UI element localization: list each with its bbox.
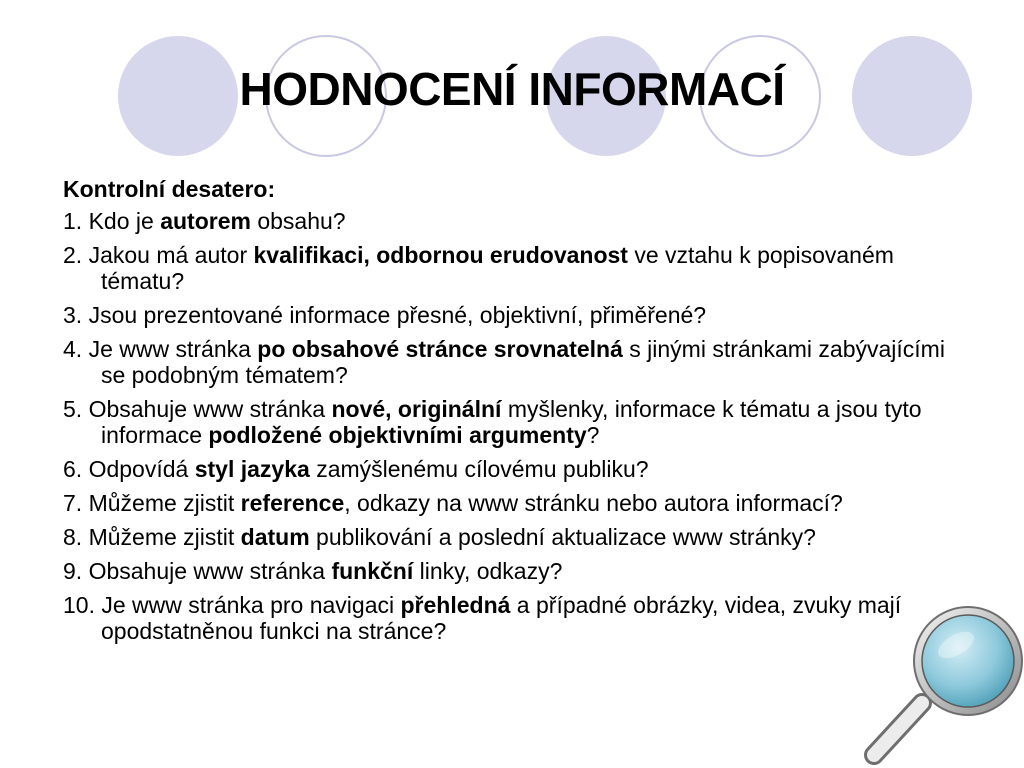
item-text: obsahu?	[250, 208, 346, 234]
item-number: 9.	[63, 558, 83, 584]
item-number: 1.	[63, 208, 83, 234]
checklist	[63, 208, 963, 644]
item-text: Můžeme zjistit	[88, 524, 241, 550]
item-text: Jakou má autor	[88, 242, 254, 268]
item-number: 7.	[63, 490, 83, 516]
list-item	[63, 456, 963, 482]
item-number: 8.	[63, 524, 83, 550]
item-text: zamýšlenému cílovému publiku?	[309, 456, 649, 482]
item-emphasis: funkční	[331, 558, 414, 584]
item-text: myšlenky, informace k tématu a jsou tyto informace	[101, 396, 922, 448]
item-text: a případné obrázky, videa, zvuky mají opodstatněnou funkci na stránce?	[101, 592, 902, 644]
item-text: publikování a poslední aktualizace www stránky?	[309, 524, 816, 550]
list-item	[63, 558, 963, 584]
magnifier-icon	[860, 605, 1024, 768]
item-text: Jsou prezentované informace přesné, objektivní, přiměřené?	[88, 302, 707, 328]
slide-content	[63, 176, 963, 652]
item-emphasis: styl jazyka	[194, 456, 310, 482]
item-emphasis: přehledná	[400, 592, 511, 618]
slide-title: HODNOCENÍ INFORMACÍ	[239, 63, 785, 115]
item-text: ?	[586, 422, 600, 448]
list-item	[63, 396, 963, 448]
item-number: 2.	[63, 242, 83, 268]
item-number: 3.	[63, 302, 83, 328]
list-item	[63, 336, 963, 388]
item-emphasis: autorem	[160, 208, 251, 234]
item-emphasis: podložené objektivními argumenty	[208, 422, 587, 448]
item-number: 6.	[63, 456, 83, 482]
item-number: 4.	[63, 336, 83, 362]
item-emphasis: reference	[240, 490, 345, 516]
magnifier-lens	[922, 615, 1014, 707]
item-text: Kdo je	[88, 208, 161, 234]
item-text: Obsahuje www stránka	[88, 396, 332, 422]
list-item	[63, 592, 963, 644]
list-item	[63, 524, 963, 550]
item-text: s jinými stránkami zabývajícími se podobným tématem?	[101, 336, 945, 388]
item-text: Obsahuje www stránka	[88, 558, 332, 584]
list-item	[63, 302, 963, 328]
list-item	[63, 208, 963, 234]
item-number: 10.	[63, 592, 95, 618]
item-text: Je www stránka pro navigaci	[94, 592, 401, 618]
list-item	[63, 490, 963, 516]
item-text: linky, odkazy?	[413, 558, 563, 584]
list-item	[63, 242, 963, 294]
item-text: Odpovídá	[88, 456, 195, 482]
item-text: Můžeme zjistit	[88, 490, 241, 516]
item-emphasis: datum	[240, 524, 310, 550]
item-text: , odkazy na www stránku nebo autora informací?	[344, 490, 843, 516]
item-text: ve vztahu k popisovaném tématu?	[101, 242, 894, 294]
list-heading: Kontrolní desatero:	[63, 176, 276, 202]
item-number: 5.	[63, 396, 83, 422]
magnifier-handle	[874, 703, 922, 755]
item-text: Je www stránka	[88, 336, 258, 362]
item-emphasis: kvalifikaci, odbornou erudovanost	[253, 242, 628, 268]
item-emphasis: po obsahové stránce srovnatelná	[257, 336, 623, 362]
item-emphasis: nové, originální	[331, 396, 502, 422]
